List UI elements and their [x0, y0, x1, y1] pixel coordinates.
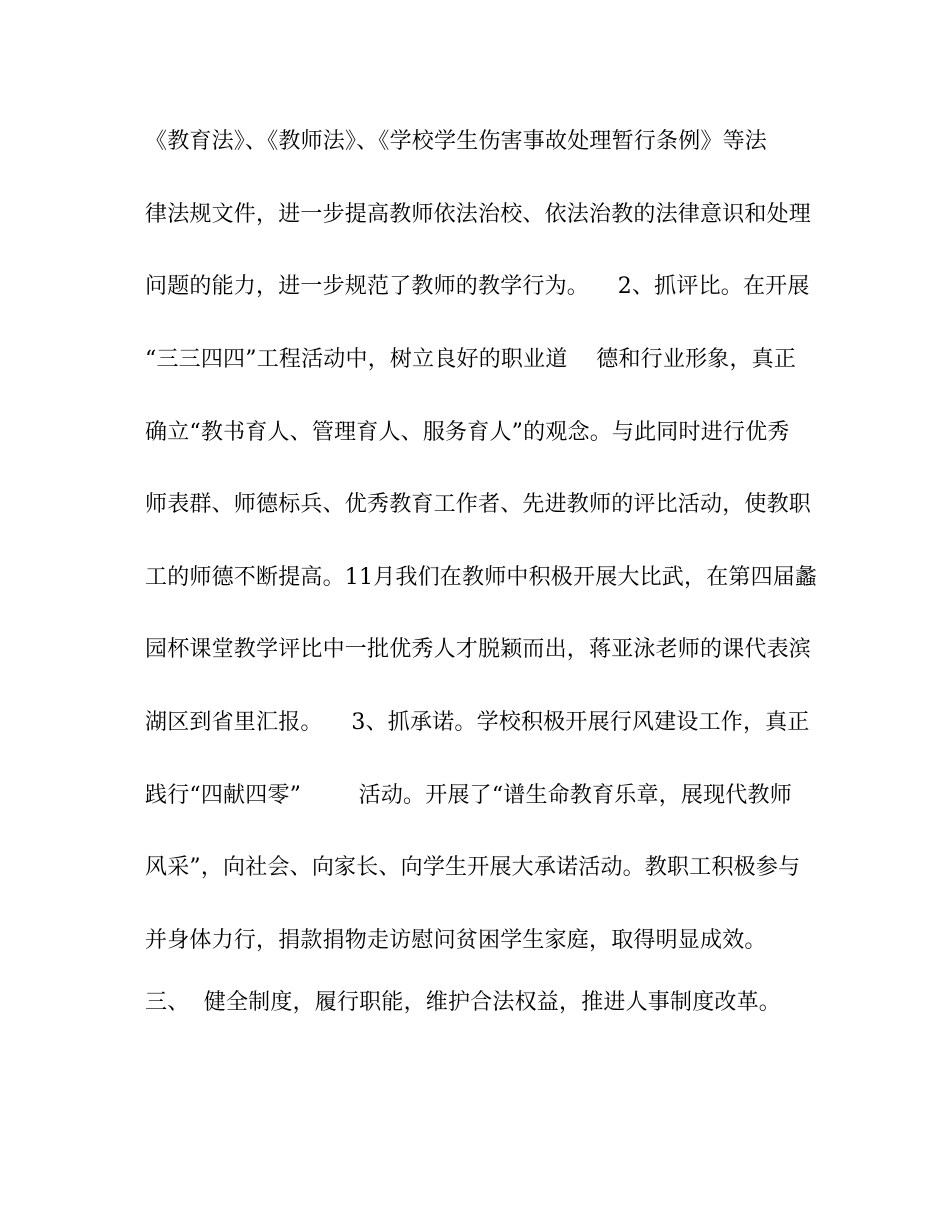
paragraph-line: 确立“教书育人、管理育人、服务育人”的观念。与此同时进行优秀: [145, 420, 790, 445]
paragraph-line: 《教育法》、《教师法》、《学校学生伤害事故处理暂行条例》等法: [145, 129, 768, 154]
paragraph-line: 问题的能力，进一步规范了教师的教学行为。 2、抓评比。在开展: [145, 274, 810, 299]
paragraph-line: 并身体力行，捐款捐物走访慰问贫困学生家庭，取得明显成效。: [145, 928, 767, 953]
paragraph-line: 律法规文件，进一步提高教师依法治校、依法治教的法律意识和处理: [145, 202, 812, 227]
paragraph-line: 园杯课堂教学评比中一批优秀人才脱颖而出，蒋亚泳老师的课代表滨: [145, 637, 812, 662]
paragraph-line: 师表群、师德标兵、优秀教育工作者、先进教师的评比活动，使教职: [145, 492, 812, 517]
paragraph-line: 风采”，向社会、向家长、向学生开展大承诺活动。教职工积极参与: [145, 855, 801, 880]
paragraph-line: 践行“四献四零” 活动。开展了“谱生命教育乐章，展现代教师: [145, 783, 792, 808]
paragraph-line: “三三四四”工程活动中，树立良好的职业道 德和行业形象，真正: [145, 347, 797, 372]
paragraph-line: 工的师德不断提高。11月我们在教师中积极开展大比武，在第四届蠡: [145, 565, 818, 590]
paragraph-line: 湖区到省里汇报。 3、抓承诺。学校积极开展行风建设工作，真正: [145, 710, 810, 735]
section-heading: 三、 健全制度，履行职能，维护合法权益，推进人事制度改革。: [145, 990, 781, 1015]
